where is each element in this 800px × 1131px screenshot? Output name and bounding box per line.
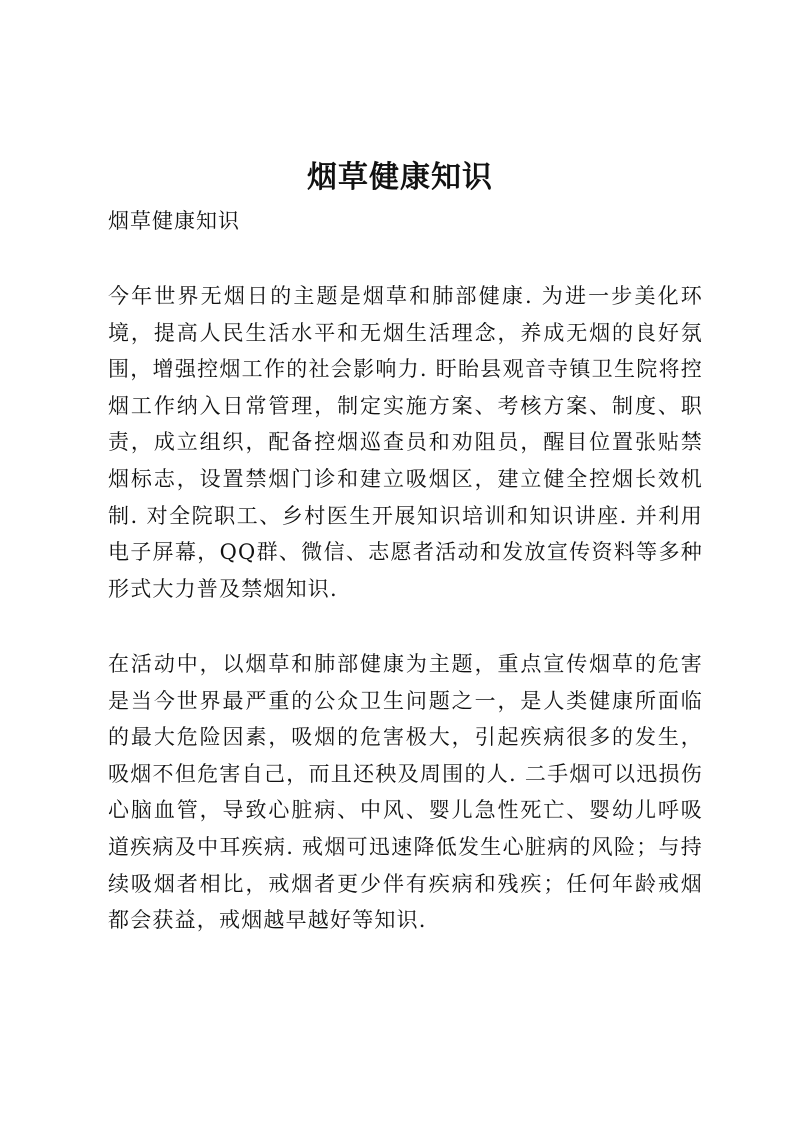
document-subtitle: 烟草健康知识 xyxy=(108,209,240,233)
body-paragraph-1: 今年世界无烟日的主题是烟草和肺部健康. 为进一步美化环境，提高人民生活水平和无烟生活理念，养成无烟的良好氛围，增强控烟工作的社会影响力. 盱眙县观音寺镇卫生院将控烟工作纳入日常管理，制定实施方案、考核方案、制度、职责，成立组织，配备控烟巡查员和劝阻员，醒目位置张贴禁烟标志，设置禁烟门诊和建立吸烟区，建立健全控烟长效机制. 对全院职工、乡村医生开展知识培训和知识讲座. 并利用电子屏幕，QQ群、微信、志愿者活动和发放宣传资料等多种形式大力普及禁烟知识. xyxy=(108,284,703,601)
body-paragraph-2: 在活动中，以烟草和肺部健康为主题，重点宣传烟草的危害是当今世界最严重的公众卫生问题之一，是人类健康所面临的最大危险因素，吸烟的危害极大，引起疾病很多的发生，吸烟不但危害自己，而且还秧及周围的人. 二手烟可以迅损伤心脑血管，导致心脏病、中风、婴儿急性死亡、婴幼儿呼吸道疾病及中耳疾病. 戒烟可迅速降低发生心脏病的风险；与持续吸烟者相比，戒烟者更少伴有疾病和残疾；任何年龄戒烟都会获益，戒烟越早越好等知识. xyxy=(108,652,703,933)
document-title: 烟草健康知识 xyxy=(307,160,493,195)
